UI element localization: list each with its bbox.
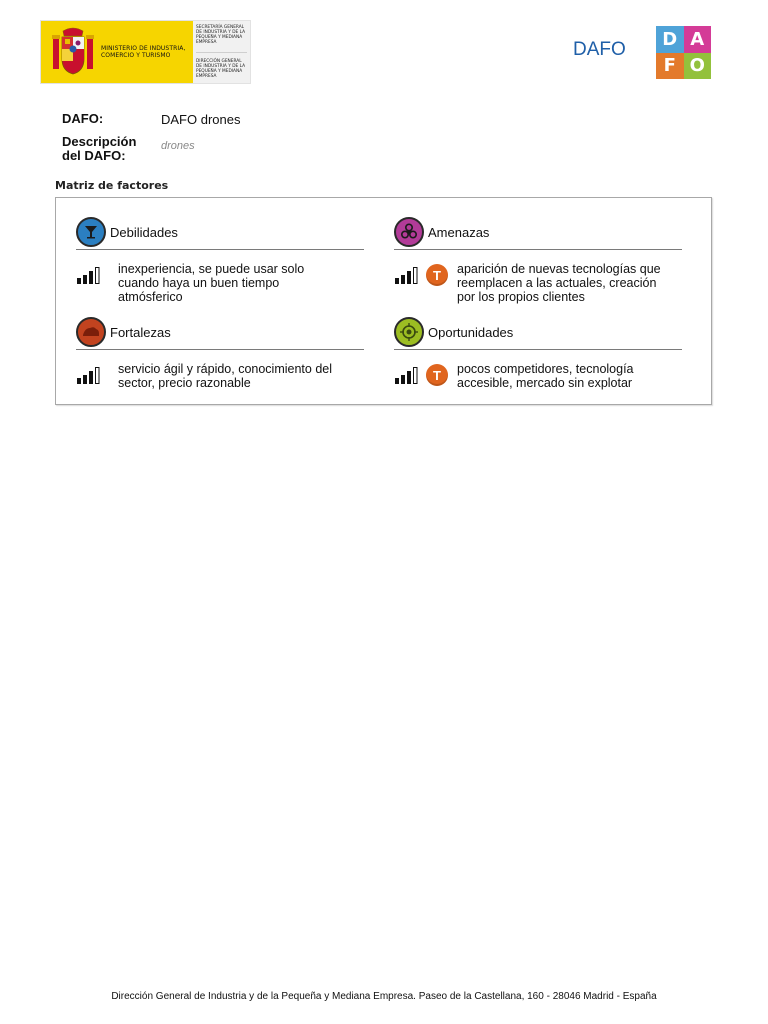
- list-item: [394, 362, 682, 390]
- description-label-line2: del DAFO:: [62, 148, 126, 163]
- ministry-block: [41, 21, 193, 83]
- dafo-value: DAFO drones: [161, 112, 241, 127]
- target-icon: [394, 317, 424, 347]
- biohazard-icon: [394, 217, 424, 247]
- secretaria-name: SECRETARÍA GENERAL DE INDUSTRIA Y DE LA PEQUEÑA Y MEDIANA EMPRESA: [196, 25, 246, 45]
- coat-of-arms-icon: [51, 27, 95, 77]
- arm-glyph-icon: [81, 324, 101, 340]
- quadrant-fortalezas: [76, 315, 364, 390]
- oportunidades-label: Oportunidades: [428, 324, 514, 340]
- secretaria-block: [193, 21, 250, 83]
- technology-badge-icon: T: [426, 264, 448, 286]
- quadrant-header: [394, 215, 682, 250]
- biohazard-glyph-icon: [399, 222, 419, 242]
- dafo-label: DAFO:: [62, 111, 104, 126]
- header-title: DAFO: [573, 39, 626, 60]
- cup-glyph-icon: [82, 223, 100, 241]
- divider: [196, 52, 247, 53]
- direccion-name: DIRECCIÓN GENERAL DE INDUSTRIA Y DE LA PEQUEÑA Y MEDIANA EMPRESA: [196, 59, 246, 79]
- list-item: [76, 262, 364, 304]
- level-bars-icon: [394, 266, 418, 284]
- item-text: inexperiencia, se puede usar solo cuando haya un buen tiempo atmósferico: [118, 262, 305, 304]
- dafo-logo-letter-d: D: [656, 26, 684, 53]
- list-item: [394, 262, 682, 304]
- quadrant-header: [76, 215, 364, 250]
- technology-badge-icon: T: [426, 364, 448, 386]
- list-item: [76, 362, 364, 390]
- fortalezas-icon: [76, 317, 106, 347]
- debilidades-label: Debilidades: [110, 224, 178, 240]
- dafo-logo-letter-f: F: [656, 53, 684, 80]
- description-label: [62, 135, 136, 163]
- quadrant-amenazas: [394, 215, 682, 304]
- dafo-logo: [656, 26, 711, 79]
- footer-address: Dirección General de Industria y de la Pequeña y Mediana Empresa. Paseo de la Castellana, 160 - 28046 Madrid - España: [111, 991, 657, 1002]
- quadrant-header: [394, 315, 682, 350]
- dafo-logo-letter-o: O: [684, 53, 712, 80]
- item-text: servicio ágil y rápido, conocimiento del sector, precio razonable: [118, 362, 332, 390]
- debilidades-icon: [76, 217, 106, 247]
- fortalezas-label: Fortalezas: [110, 324, 171, 340]
- government-logo: [40, 20, 251, 84]
- quadrant-oportunidades: [394, 315, 682, 390]
- item-text: pocos competidores, tecnología accesible, mercado sin explotar: [457, 362, 634, 390]
- amenazas-label: Amenazas: [428, 224, 490, 240]
- factor-matrix: [55, 197, 712, 405]
- description-value: drones: [161, 140, 195, 152]
- level-bars-icon: [76, 366, 100, 384]
- level-bars-icon: [394, 366, 418, 384]
- matrix-title: Matriz de factores: [55, 179, 169, 192]
- ministry-name: MINISTERIO DE INDUSTRIA, COMERCIO Y TURISMO: [101, 45, 186, 59]
- item-text: aparición de nuevas tecnologías que reemplacen a las actuales, creación por los propios clientes: [457, 262, 661, 304]
- description-label-line1: Descripción: [62, 134, 137, 149]
- quadrant-debilidades: [76, 215, 364, 304]
- dafo-logo-letter-a: A: [684, 26, 712, 53]
- quadrant-header: [76, 315, 364, 350]
- level-bars-icon: [76, 266, 100, 284]
- crosshair-glyph-icon: [399, 322, 419, 342]
